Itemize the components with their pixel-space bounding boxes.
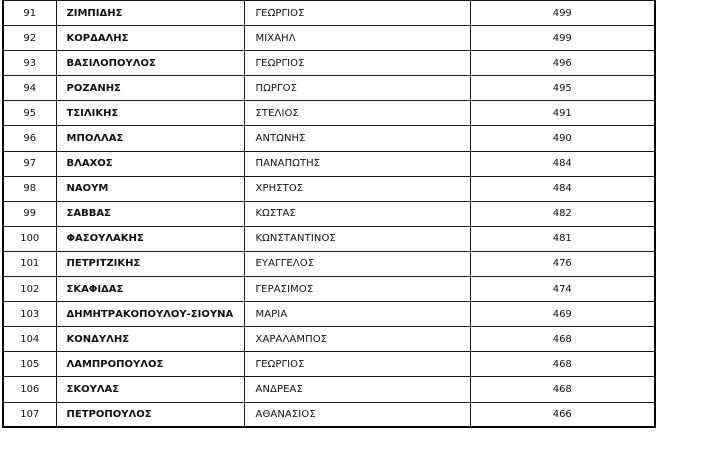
score-cell: 496	[470, 51, 655, 76]
score-cell: 491	[470, 101, 655, 126]
first-name-cell: ΕΥΑΓΓΕΛΟΣ	[244, 251, 470, 276]
rank-cell: 93	[3, 51, 56, 76]
score-cell: 484	[470, 151, 655, 176]
rank-cell: 100	[3, 226, 56, 251]
score-cell: 474	[470, 277, 655, 302]
score-cell: 499	[470, 26, 655, 51]
table-row	[3, 377, 655, 402]
surname-cell: ΠΕΤΡΙΤΖΙΚΗΣ	[56, 251, 244, 276]
rank-cell: 91	[3, 1, 56, 26]
score-cell: 490	[470, 126, 655, 151]
rank-cell: 97	[3, 151, 56, 176]
first-name-cell: ΑΝΤΩΝΗΣ	[244, 126, 470, 151]
table-row	[3, 201, 655, 226]
table-row	[3, 176, 655, 201]
surname-cell: ΡΟΖΑΝΗΣ	[56, 76, 244, 101]
score-cell: 476	[470, 251, 655, 276]
surname-cell: ΖΙΜΠΙΔΗΣ	[56, 1, 244, 26]
rank-cell: 102	[3, 277, 56, 302]
table-row	[3, 327, 655, 352]
score-cell: 469	[470, 302, 655, 327]
first-name-cell: ΣΤΕΛΙΟΣ	[244, 101, 470, 126]
first-name-cell: ΓΕΩΡΓΙΟΣ	[244, 51, 470, 76]
rank-cell: 92	[3, 26, 56, 51]
table-row	[3, 151, 655, 176]
surname-cell: ΛΑΜΠΡΟΠΟΥΛΟΣ	[56, 352, 244, 377]
surname-cell: ΚΟΡΔΑΛΗΣ	[56, 26, 244, 51]
table-row	[3, 1, 655, 26]
first-name-cell: ΠΑΝΑΠΩΤΗΣ	[244, 151, 470, 176]
surname-cell: ΦΑΣΟΥΛΑΚΗΣ	[56, 226, 244, 251]
table-row	[3, 251, 655, 276]
score-cell: 466	[470, 402, 655, 427]
table-row	[3, 402, 655, 427]
score-cell: 481	[470, 226, 655, 251]
results-table-body	[3, 1, 655, 428]
score-cell: 468	[470, 352, 655, 377]
first-name-cell: ΓΕΩΡΓΙΟΣ	[244, 1, 470, 26]
score-cell: 468	[470, 327, 655, 352]
surname-cell: ΤΣΙΛΙΚΗΣ	[56, 101, 244, 126]
table-row	[3, 277, 655, 302]
table-row	[3, 101, 655, 126]
first-name-cell: ΜΙΧΑΗΛ	[244, 26, 470, 51]
table-row	[3, 51, 655, 76]
first-name-cell: ΑΝΔΡΕΑΣ	[244, 377, 470, 402]
results-table	[2, 0, 656, 428]
table-row	[3, 226, 655, 251]
surname-cell: ΝΑΟΥΜ	[56, 176, 244, 201]
rank-cell: 98	[3, 176, 56, 201]
surname-cell: ΠΕΤΡΟΠΟΥΛΟΣ	[56, 402, 244, 427]
results-table-container	[2, 0, 656, 428]
surname-cell: ΚΟΝΔΥΛΗΣ	[56, 327, 244, 352]
rank-cell: 103	[3, 302, 56, 327]
score-cell: 482	[470, 201, 655, 226]
rank-cell: 96	[3, 126, 56, 151]
score-cell: 495	[470, 76, 655, 101]
rank-cell: 95	[3, 101, 56, 126]
first-name-cell: ΚΩΣΤΑΣ	[244, 201, 470, 226]
rank-cell: 101	[3, 251, 56, 276]
surname-cell: ΒΛΑΧΟΣ	[56, 151, 244, 176]
first-name-cell: ΠΩΡΓΟΣ	[244, 76, 470, 101]
first-name-cell: ΜΑΡΙΑ	[244, 302, 470, 327]
first-name-cell: ΚΩΝΣΤΑΝΤΙΝΟΣ	[244, 226, 470, 251]
first-name-cell: ΧΑΡΑΛΑΜΠΟΣ	[244, 327, 470, 352]
table-row	[3, 26, 655, 51]
rank-cell: 94	[3, 76, 56, 101]
rank-cell: 105	[3, 352, 56, 377]
surname-cell: ΜΠΟΛΛΑΣ	[56, 126, 244, 151]
score-cell: 484	[470, 176, 655, 201]
table-row	[3, 76, 655, 101]
surname-cell: ΣΚΑΦΙΔΑΣ	[56, 277, 244, 302]
table-row	[3, 302, 655, 327]
first-name-cell: ΧΡΗΣΤΟΣ	[244, 176, 470, 201]
first-name-cell: ΓΕΡΑΣΙΜΟΣ	[244, 277, 470, 302]
surname-cell: ΣΑΒΒΑΣ	[56, 201, 244, 226]
score-cell: 468	[470, 377, 655, 402]
first-name-cell: ΓΕΩΡΓΙΟΣ	[244, 352, 470, 377]
table-row	[3, 352, 655, 377]
rank-cell: 107	[3, 402, 56, 427]
surname-cell: ΔΗΜΗΤΡΑΚΟΠΟΥΛΟΥ-ΣΙΟΥΝΑ	[56, 302, 244, 327]
table-row	[3, 126, 655, 151]
first-name-cell: ΑΘΑΝΑΣΙΟΣ	[244, 402, 470, 427]
score-cell: 499	[470, 1, 655, 26]
surname-cell: ΣΚΟΥΛΑΣ	[56, 377, 244, 402]
rank-cell: 104	[3, 327, 56, 352]
rank-cell: 106	[3, 377, 56, 402]
rank-cell: 99	[3, 201, 56, 226]
surname-cell: ΒΑΣΙΛΟΠΟΥΛΟΣ	[56, 51, 244, 76]
